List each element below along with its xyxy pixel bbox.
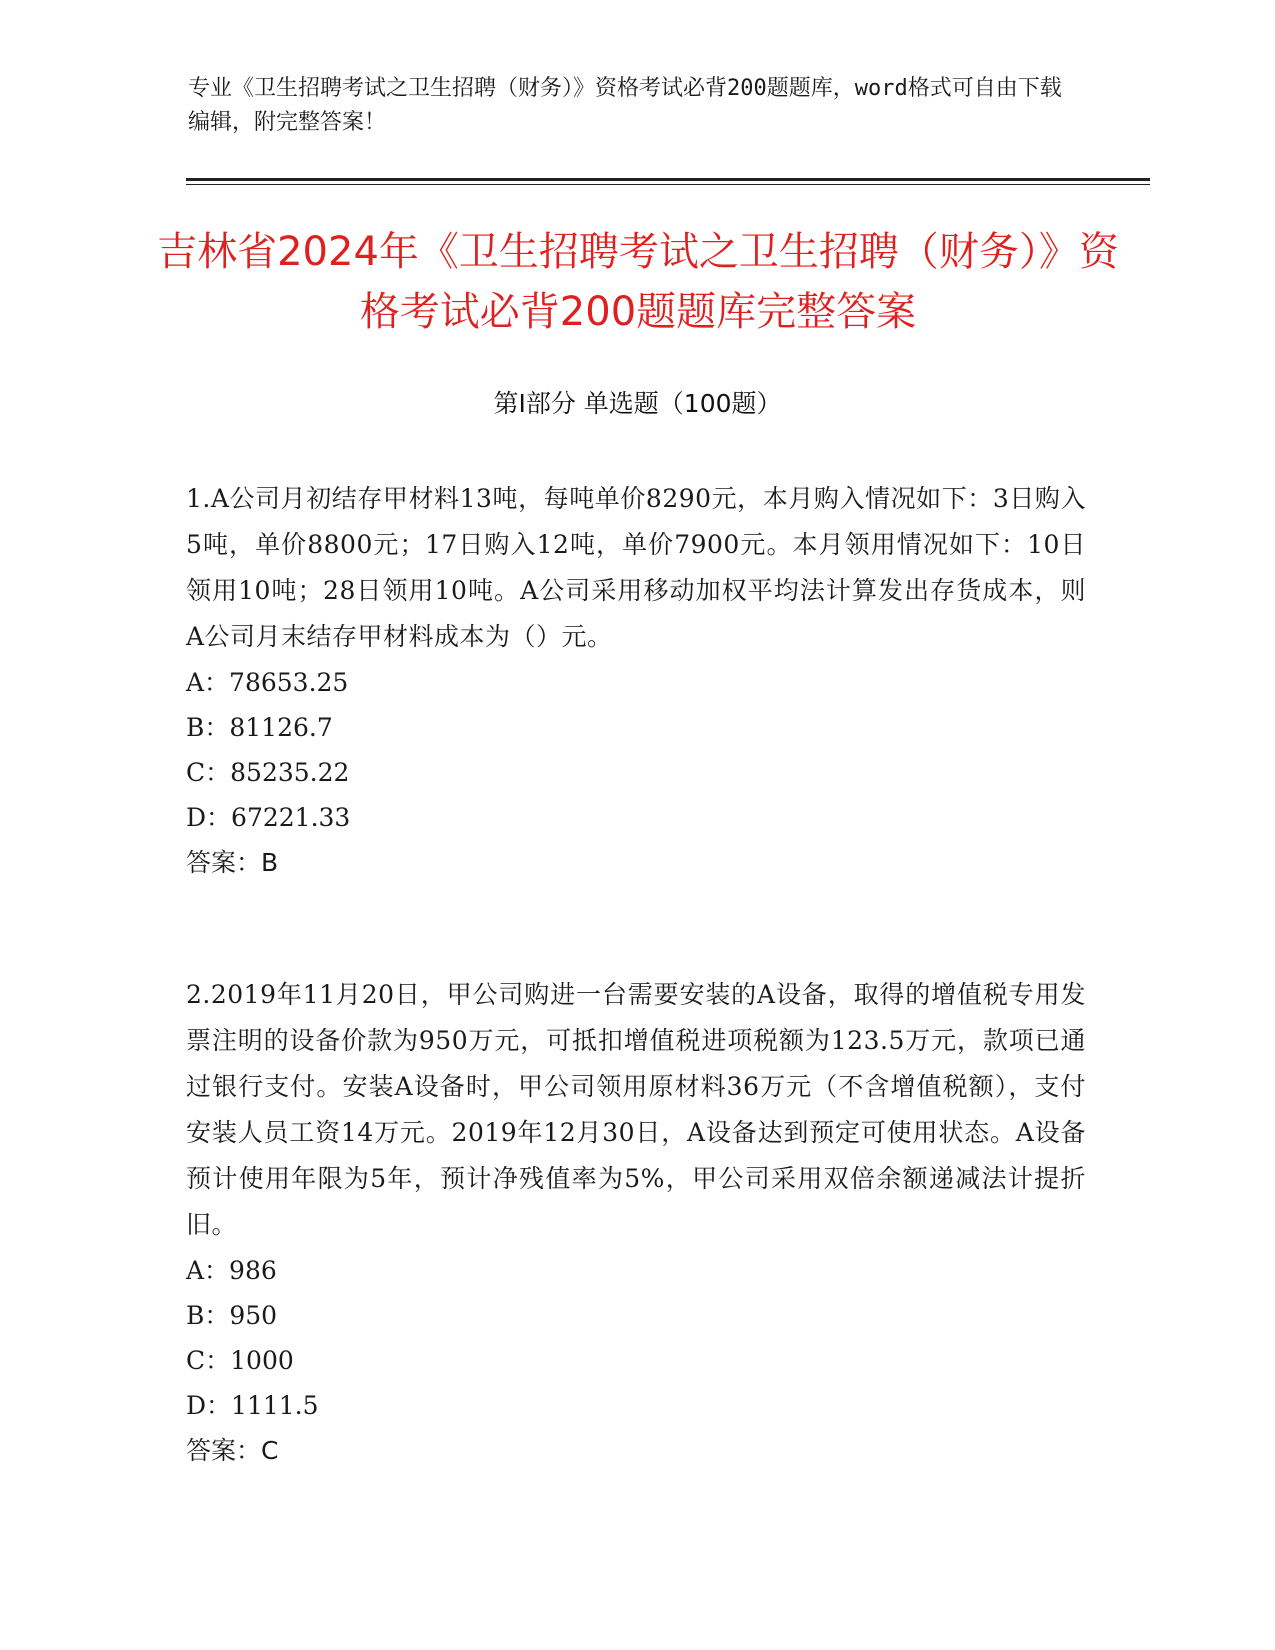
option-b: B：81126.7 — [186, 713, 333, 742]
answer-line: 答案：C — [186, 1436, 279, 1465]
option-list — [186, 660, 1086, 840]
option-d: D：67221.33 — [186, 803, 351, 832]
option-b: B：950 — [186, 1301, 278, 1330]
option-c: C：85235.22 — [186, 758, 350, 787]
question-stem: 2.2019年11月20日，甲公司购进一台需要安装的A设备，取得的增值税专用发票注明的设备价款为950万元，可抵扣增值税进项税额为123.5万元，款项已通过银行支付。安装A设备时，甲公司领用原材料36万元（不含增值税额），支付安装人员工资14万元。2019年12月30日，A设备达到预定可使用状态。A设备预计使用年限为5年，预计净残值率为5%，甲公司采用双倍余额递减法计提折旧。 — [186, 980, 1086, 1239]
question-stem: 1.A公司月初结存甲材料13吨，每吨单价8290元，本月购入情况如下：3日购入5吨，单价8800元；17日购入12吨，单价7900元。本月领用情况如下：10日领用10吨；28日领用10吨。A公司采用移动加权平均法计算发出存货成本，则A公司月末结存甲材料成本为（）元。 — [186, 484, 1086, 651]
option-c: C：1000 — [186, 1346, 294, 1375]
section-heading: 第I部分 单选题（100题） — [493, 389, 782, 418]
header-divider-thin — [186, 184, 1150, 185]
question-1 — [186, 476, 1086, 886]
option-d: D：1111.5 — [186, 1391, 319, 1420]
question-2 — [186, 972, 1086, 1474]
option-list — [186, 1248, 1086, 1428]
document-title: 吉林省2024年《卫生招聘考试之卫生招聘（财务）》资格考试必背200题题库完整答案 — [157, 229, 1119, 335]
option-a: A：986 — [186, 1256, 277, 1285]
header-note: 专业《卫生招聘考试之卫生招聘（财务）》资格考试必背200题题库，word格式可自由下载编辑，附完整答案！ — [188, 76, 1062, 135]
answer-line: 答案：B — [186, 848, 279, 877]
header-divider-thick — [186, 178, 1150, 181]
option-a: A：78653.25 — [186, 668, 349, 697]
